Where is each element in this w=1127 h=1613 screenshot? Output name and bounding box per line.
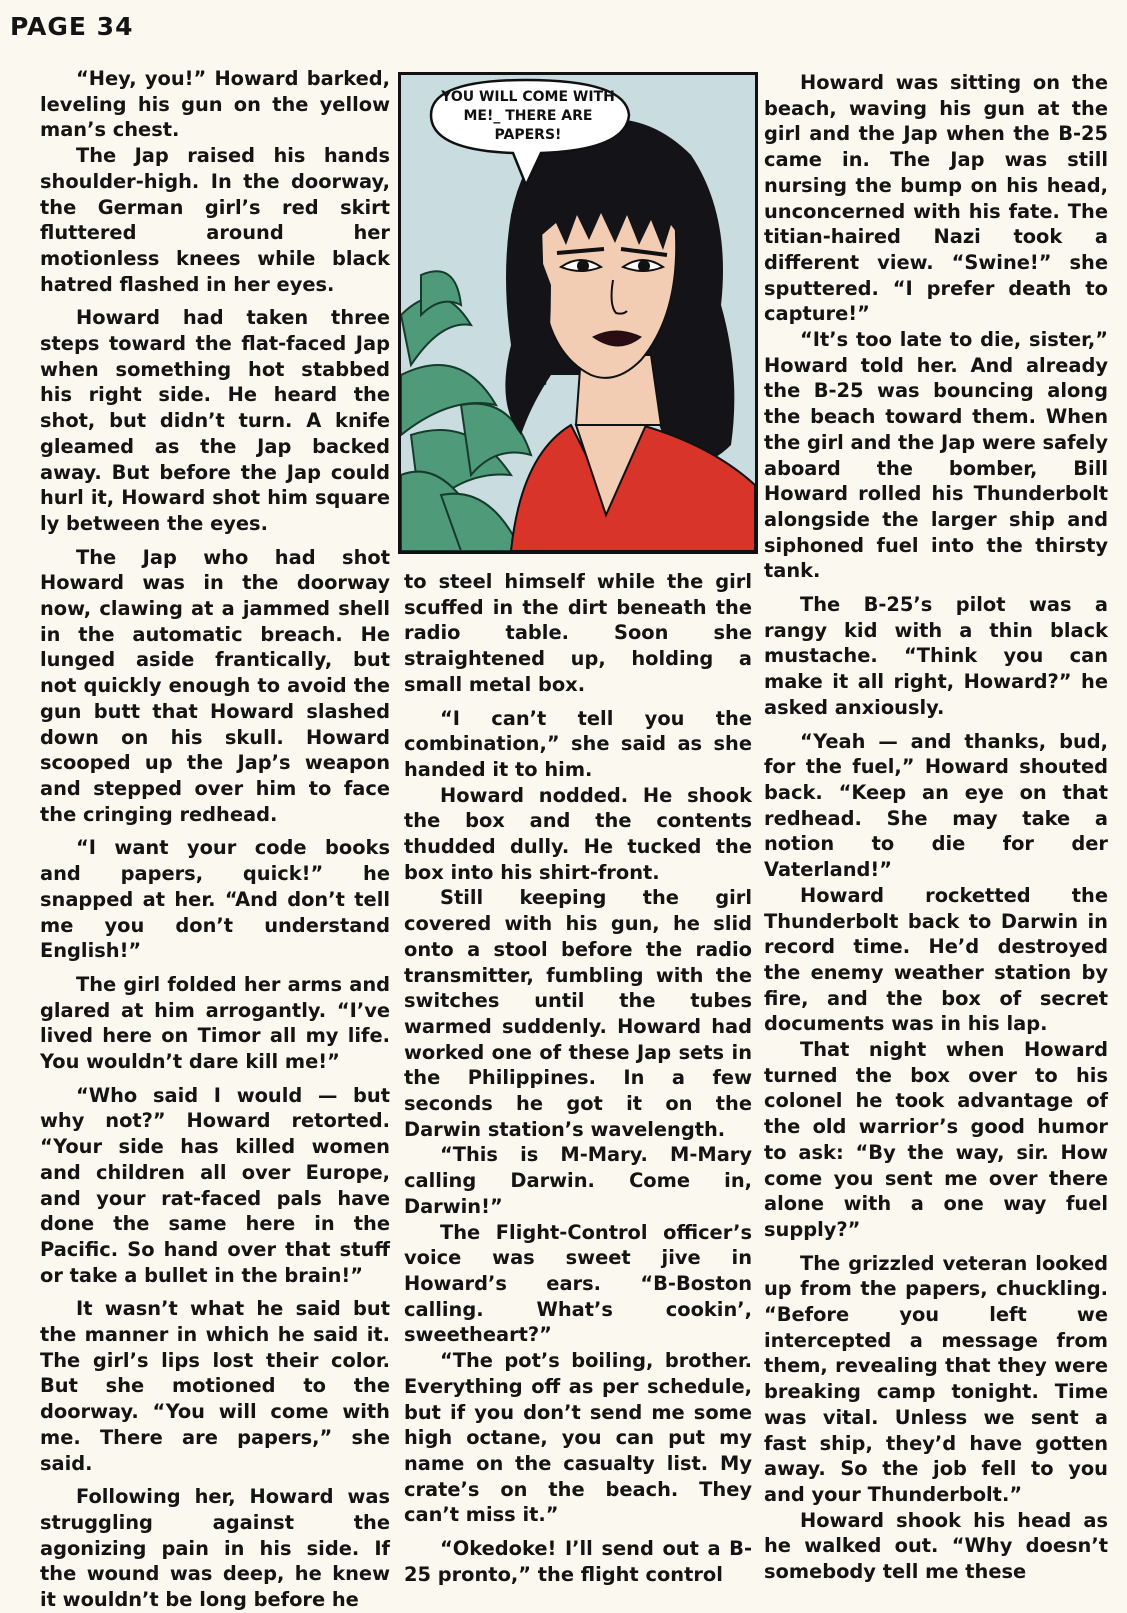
paragraph: “The pot’s boiling, brother. Everything off as per schedule, but if you don’t send me some high octane, you can put my name on the casualty list. My crate’s on the beach. They can’t miss it.” xyxy=(404,1349,752,1527)
paragraph: The B-25’s pilot was a rangy kid with a thin black mustache. “Think you can make it all right, Howard?” he asked anxiously. xyxy=(764,593,1108,719)
page-number: PAGE 34 xyxy=(10,12,134,41)
paragraph: That night when Howard turned the box over to his colonel he took advantage of the old warrior’s good humor to ask: “By the way, sir. How come you sent me over there alone with a one way fuel supply?” xyxy=(764,1038,1108,1241)
paragraph: “Okedoke! I’ll send out a B-25 pronto,” the flight control xyxy=(404,1537,752,1586)
paragraph: Following her, Howard was struggling against the agonizing pain in his side. If the wound was deep, he knew it wouldn’t be long before he xyxy=(40,1485,390,1612)
paragraph: Still keeping the girl covered with his gun, he slid onto a stool before the radio transmitter, fumbling with the switches until the tubes warmed suddenly. Howard had worked one of these Jap sets in the Philippines. In a few seconds he got it on the Darwin station’s wavelength. xyxy=(404,886,752,1141)
paragraph: The Flight-Control officer’s voice was sweet jive in Howard’s ears. “B-Boston calling. What’s cookin’, sweetheart?” xyxy=(404,1220,752,1347)
paragraph: Howard had taken three steps toward the flat-faced Jap when something hot stabbed his right side. He heard the shot, but didn’t turn. A knife gleamed as the Jap backed away. But before the Jap could hurl it, Howard shot him square ly between the eyes. xyxy=(40,306,390,535)
text-column-2 xyxy=(404,569,752,1587)
paragraph: Howard was sitting on the beach, waving his gun at the girl and the Jap when the B-25 came in. The Jap was still nursing the bump on his head, unconcerned with his fate. The titian-haired Nazi took a different view. “Swine!” she sputtered. “I prefer death to capture!” xyxy=(764,71,1108,326)
speech-balloon-text: YOU WILL COME WITH ME!_ THERE ARE PAPERS! xyxy=(441,88,615,143)
comic-panel xyxy=(398,72,758,554)
paragraph: The grizzled veteran looked up from the papers, chuckling. “Before you left we intercepted a message from them, revealing that they were breaking camp tonight. Time was vital. Unless we sent a fast ship, they’d have gotten away. So the job fell to you and your Thunderbolt.” xyxy=(764,1251,1108,1506)
paragraph: The Jap who had shot Howard was in the doorway now, clawing at a jammed shell in the automatic breach. He lunged aside frantically, but not quickly enough to avoid the gun butt that Howard slashed down on his skull. Howard scooped up the Jap’s weapon and stepped over him to face the cringing redhead. xyxy=(40,545,390,826)
paragraph: The Jap raised his hands shoulder-high. In the doorway, the German girl’s red skirt fluttered around her motionless knees while black hatred flashed in her eyes. xyxy=(40,144,390,296)
paragraph: “Hey, you!” Howard barked, leveling his gun on the yellow man’s chest. xyxy=(40,67,390,142)
paragraph: Howard rocketted the Thunderbolt back to Darwin in record time. He’d destroyed the enemy weather station by fire, and the box of secret documents was in his lap. xyxy=(764,883,1108,1036)
text-column-3 xyxy=(764,70,1108,1585)
paragraph: “Who said I would — but why not?” Howard retorted. “Your side has killed women and children all over Europe, and your rat-faced pals have done the same here in the Pacific. So hand over that stuff or take a bullet in the brain!” xyxy=(40,1083,390,1287)
paragraph: “Yeah — and thanks, bud, for the fuel,” Howard shouted back. “Keep an eye on that redhead. She may take a notion to die for der Vaterland!” xyxy=(764,729,1108,882)
paragraph: It wasn’t what he said but the manner in which he said it. The girl’s lips lost their color. But she motioned to the doorway. “You will come with me. There are papers,” she said. xyxy=(40,1297,390,1475)
paragraph: “It’s too late to die, sister,” Howard told her. And already the B-25 was bouncing along the beach toward them. When the girl and the Jap were safely aboard the bomber, Bill Howard rolled his Thunderbolt alongside the larger ship and siphoned fuel into the thirsty tank. xyxy=(764,328,1108,583)
paragraph: Howard shook his head as he walked out. “Why doesn’t somebody tell me these xyxy=(764,1508,1108,1584)
text-column-1 xyxy=(40,66,390,1613)
paragraph: The girl folded her arms and glared at him arrogantly. “I’ve lived here on Timor all my life. You wouldn’t dare kill me!” xyxy=(40,972,390,1074)
paragraph: Howard nodded. He shook the box and the contents thudded dully. He tucked the box into his shirt-front. xyxy=(404,783,752,884)
paragraph: “This is M-Mary. M-Mary calling Darwin. Come in, Darwin!” xyxy=(404,1143,752,1218)
paragraph: to steel himself while the girl scuffed in the dirt beneath the radio table. Soon she straightened up, holding a small metal box. xyxy=(404,570,752,696)
paragraph: “I want your code books and papers, quick!” he snapped at her. “And don’t tell me you don’t understand English!” xyxy=(40,836,390,963)
paragraph: “I can’t tell you the combination,” she said as she handed it to him. xyxy=(404,706,752,781)
